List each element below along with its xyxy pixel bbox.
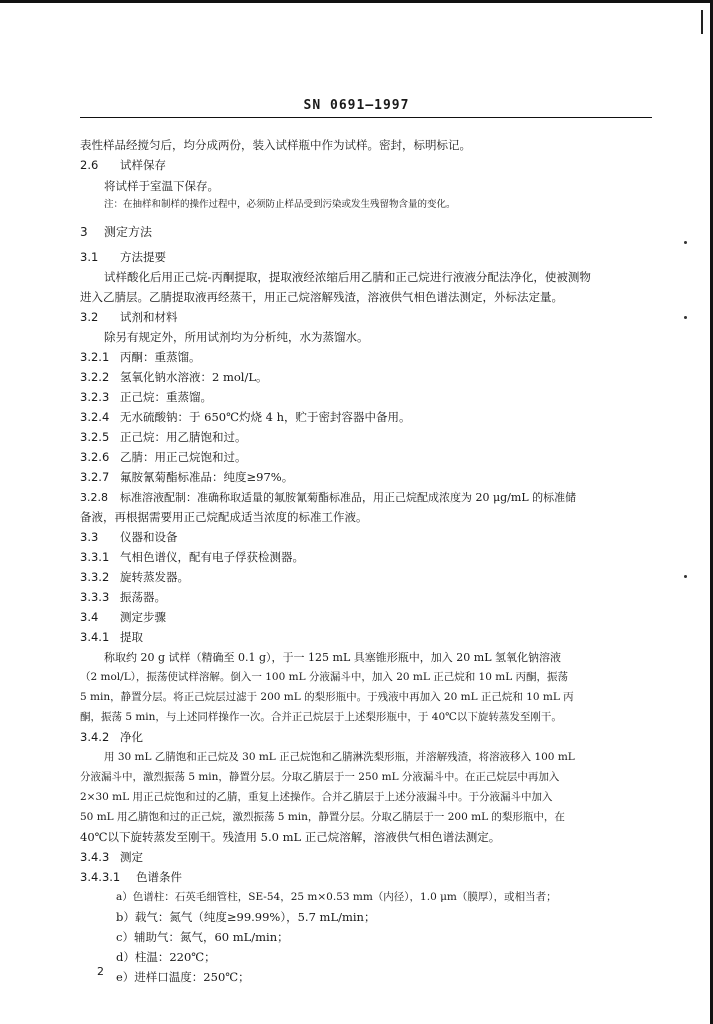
section-heading-3-2 — [80, 309, 178, 325]
clause-number: 3.2.3 — [80, 390, 110, 404]
section-heading-3-4 — [80, 609, 166, 625]
clause-3-3-1 — [80, 549, 304, 565]
page-number: 2 — [97, 965, 104, 978]
clause-3-4-3 — [80, 849, 143, 865]
clause-3-2-6 — [80, 449, 247, 465]
section-number: 3.1 — [80, 250, 99, 264]
scan-speck — [684, 316, 687, 319]
clause-text: 氟胺氰菊酯标准品：纯度≥97%。 — [120, 470, 294, 484]
section-heading-3-3 — [80, 529, 178, 545]
section-title: 仪器和设备 — [120, 530, 178, 544]
section-number: 3.4 — [80, 610, 99, 624]
paragraph-line: 除另有规定外，所用试剂均为分析纯，水为蒸馏水。 — [104, 330, 369, 344]
paragraph-line: 5 min，静置分层。将正己烷层过滤于 200 mL 的梨形瓶中。于残液中再加入 20 mL 正己烷和 10 mL 丙 — [80, 691, 574, 703]
section-title: 方法提要 — [120, 250, 166, 264]
clause-text: 气相色谱仪，配有电子俘获检测器。 — [120, 550, 304, 564]
clause-number: 3.2.5 — [80, 430, 110, 444]
clause-number: 3.4.3.1 — [80, 870, 121, 884]
list-item-b: b）载气：氮气（纯度≥99.99%），5.7 mL/min； — [116, 910, 376, 924]
clause-3-2-4 — [80, 409, 411, 425]
clause-number: 3.3.2 — [80, 570, 110, 584]
section-title: 试剂和材料 — [120, 310, 178, 324]
clause-3-2-5 — [80, 429, 247, 445]
scan-border-top — [0, 0, 713, 3]
paragraph-line: 2×30 mL 用正己烷饱和过的乙腈，重复上述操作。合并乙腈层于上述分液漏斗中。于分液漏斗中加入 — [80, 791, 553, 803]
clause-number: 3.2.8 — [80, 491, 108, 504]
clause-3-3-3 — [80, 589, 166, 605]
header-rule — [80, 117, 652, 118]
clause-3-2-2 — [80, 369, 268, 385]
paragraph-line: 酮，振荡 5 min，与上述同样操作一次。合并正己烷层于上述梨形瓶中，于 40℃以下旋转蒸发至刚干。 — [80, 711, 562, 723]
clause-3-2-7 — [80, 469, 293, 485]
section-title: 测定步骤 — [120, 610, 166, 624]
section-title: 测定方法 — [104, 225, 153, 239]
paragraph-line: 40℃以下旋转蒸发至刚干。残渣用 5.0 mL 正己烷溶解，溶液供气相色谱法测定。 — [80, 830, 501, 844]
clause-number: 3.2.2 — [80, 370, 110, 384]
clause-3-2-8 — [80, 489, 576, 505]
section-heading-3-1 — [80, 249, 166, 265]
clause-3-4-3-1 — [80, 869, 182, 885]
clause-text: 氢氧化钠水溶液：2 mol/L。 — [120, 370, 268, 384]
paragraph-line: 用 30 mL 乙腈饱和正己烷及 30 mL 正己烷饱和乙腈淋洗梨形瓶，并溶解残渣，将溶液移入 100 mL — [104, 751, 575, 763]
paragraph-line: 称取约 20 g 试样（精确至 0.1 g），于一 125 mL 具塞锥形瓶中，加入 20 mL 氢氧化钠溶液 — [104, 651, 561, 664]
section-heading-2-6 — [80, 157, 166, 173]
clause-3-4-2 — [80, 729, 143, 745]
clause-3-2-3 — [80, 389, 212, 405]
paragraph-line: 备液，再根据需要用正己烷配成适当浓度的标准工作液。 — [80, 510, 368, 524]
paragraph-line: 进入乙腈层。乙腈提取液再经蒸干，用正己烷溶解残渣，溶液供气相色谱法测定，外标法定量。 — [80, 290, 563, 304]
scan-corner-mark — [701, 10, 711, 34]
clause-number: 3.4.1 — [80, 630, 110, 644]
list-item-d: d）柱温：220℃； — [116, 950, 216, 964]
paragraph-line: 50 mL 用乙腈饱和过的正己烷，激烈振荡 5 min，静置分层。分取乙腈层于一 200 mL 的梨形瓶中，在 — [80, 811, 565, 823]
paragraph-line: 表性样品经搅匀后，均分成两份，装入试样瓶中作为试样。密封，标明标记。 — [80, 138, 471, 152]
clause-number: 3.4.2 — [80, 730, 110, 744]
clause-text: 正己烷：重蒸馏。 — [120, 390, 212, 404]
clause-text: 测定 — [120, 850, 143, 864]
note-line: 注：在抽样和制样的操作过程中，必须防止样品受到污染或发生残留物含量的变化。 — [104, 199, 456, 210]
section-title: 试样保存 — [120, 158, 166, 172]
clause-number: 3.2.4 — [80, 410, 110, 424]
clause-text: 色谱条件 — [136, 870, 182, 884]
section-number: 3.2 — [80, 310, 99, 324]
clause-text: 旋转蒸发器。 — [120, 570, 189, 584]
clause-number: 3.2.7 — [80, 470, 110, 484]
clause-text: 丙酮：重蒸馏。 — [120, 350, 201, 364]
clause-text: 乙腈：用正己烷饱和过。 — [120, 450, 247, 464]
paragraph-line: 试样酸化后用正己烷-丙酮提取，提取液经浓缩后用乙腈和正己烷进行液液分配法净化，使被测物 — [104, 270, 591, 284]
clause-text: 正己烷：用乙腈饱和过。 — [120, 430, 247, 444]
clause-number: 3.3.1 — [80, 550, 110, 564]
paragraph-line: 将试样于室温下保存。 — [104, 179, 219, 193]
section-number: 2.6 — [80, 158, 99, 172]
clause-text: 无水硫酸钠：于 650℃灼烧 4 h，贮于密封容器中备用。 — [120, 410, 411, 424]
clause-text: 标准溶液配制：准确称取适量的氟胺氰菊酯标准品，用正己烷配成浓度为 20 μg/mL 的标准储 — [120, 491, 577, 504]
scan-speck — [684, 241, 687, 244]
section-heading-3 — [80, 223, 152, 240]
clause-3-3-2 — [80, 569, 189, 585]
clause-number: 3.2.1 — [80, 350, 110, 364]
list-item-e: e）进样口温度：250℃； — [116, 970, 250, 984]
clause-text: 提取 — [120, 630, 143, 644]
paragraph-line: 分液漏斗中，激烈振荡 5 min，静置分层。分取乙腈层于一 250 mL 分液漏斗中。在正己烷层中再加入 — [80, 771, 560, 783]
clause-number: 3.3.3 — [80, 590, 110, 604]
list-item-a: a）色谱柱：石英毛细管柱，SE-54，25 m×0.53 mm（内径），1.0 μm（膜厚），或相当者； — [116, 891, 557, 903]
clause-3-4-1 — [80, 629, 143, 645]
clause-3-2-1 — [80, 349, 201, 365]
list-item-c: c）辅助气：氮气，60 mL/min； — [116, 930, 289, 944]
clause-text: 净化 — [120, 730, 143, 744]
clause-text: 振荡器。 — [120, 590, 166, 604]
paragraph-line: （2 mol/L），振荡使试样溶解。倒入一 100 mL 分液漏斗中，加入 20 mL 正己烷和 10 mL 丙酮，振荡 — [80, 671, 569, 683]
standard-code-header: SN 0691—1997 — [303, 98, 410, 113]
clause-number: 3.2.6 — [80, 450, 110, 464]
scan-speck — [684, 575, 687, 578]
section-number: 3 — [80, 225, 88, 239]
clause-number: 3.4.3 — [80, 850, 110, 864]
section-number: 3.3 — [80, 530, 99, 544]
